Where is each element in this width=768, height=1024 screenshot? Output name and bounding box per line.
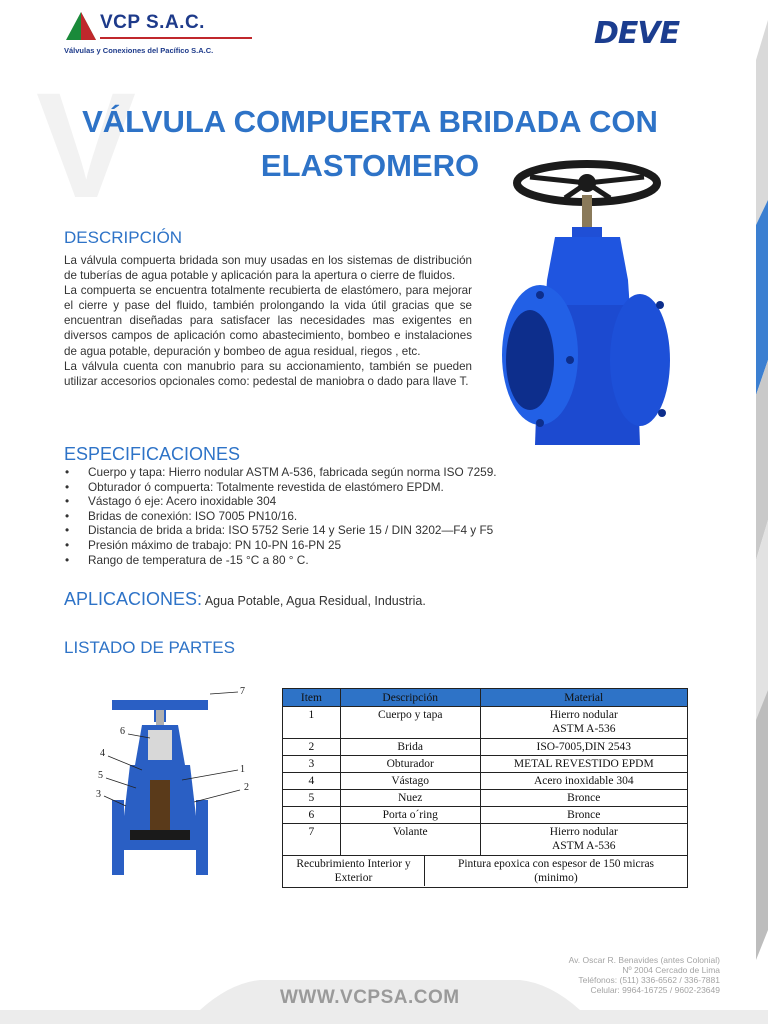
callout-2: 2 xyxy=(244,782,249,793)
cell-item: 2 xyxy=(283,739,341,756)
table-footer-row xyxy=(283,856,688,888)
cell-material: METAL REVESTIDO EPDM xyxy=(480,756,687,773)
right-edge-decoration xyxy=(738,0,768,1024)
vcp-triangle-icon xyxy=(64,10,98,44)
recubrimiento-value-line: Pintura epoxica con espesor de 150 micras xyxy=(457,858,655,870)
table-row xyxy=(283,739,688,756)
descripcion-paragraph-3: La válvula cuenta con manubrio para su accionamiento, también se pueden utilizar accesorios opcionales como: pedestal de maniobra o dado para llave T. xyxy=(64,359,472,388)
cell-item: 5 xyxy=(283,790,341,807)
cell-material: Bronce xyxy=(480,807,687,824)
spec-item: • Cuerpo y tapa: Hierro nodular ASTM A-536, fabricada según norma ISO 7259. xyxy=(64,465,564,480)
recubrimiento-label xyxy=(283,856,425,886)
cell-item: 7 xyxy=(283,824,341,856)
recubrimiento-value-line: (minimo) xyxy=(534,872,578,884)
table-row xyxy=(283,807,688,824)
deve-brand: DEVE xyxy=(594,16,680,51)
callout-3: 3 xyxy=(96,789,101,800)
recubrimiento-label-line: Recubrimiento Interior y xyxy=(296,858,411,870)
descripcion-heading: DESCRIPCIÓN xyxy=(64,228,183,247)
recubrimiento-label-line: Exterior xyxy=(334,872,373,884)
company-tagline: Válvulas y Conexiones del Pacífico S.A.C. xyxy=(64,46,214,55)
spec-item: • Presión máximo de trabajo: PN 10-PN 16-PN 25 xyxy=(64,538,564,553)
cell-material: Acero inoxidable 304 xyxy=(480,773,687,790)
cell-descripcion: Porta o´ring xyxy=(340,807,480,824)
title-line-1: VÁLVULA COMPUERTA BRIDADA CON xyxy=(82,104,658,139)
cell-recubrimiento xyxy=(283,856,688,888)
spec-item: • Rango de temperatura de -15 °C a 80 ° C. xyxy=(64,553,564,568)
address-line: Nº 2004 Cercado de Lima xyxy=(622,965,720,975)
cell-material: ISO-7005,DIN 2543 xyxy=(480,739,687,756)
column-header-item: Item xyxy=(283,689,341,707)
especificaciones-heading: ESPECIFICACIONES xyxy=(64,444,241,464)
table-row xyxy=(283,773,688,790)
spec-item: • Obturador ó compuerta: Totalmente revestida de elastómero EPDM. xyxy=(64,480,564,495)
cell-descripcion: Nuez xyxy=(340,790,480,807)
recubrimiento-value xyxy=(425,856,687,886)
cell-item: 4 xyxy=(283,773,341,790)
callout-5: 5 xyxy=(98,770,103,781)
valve-cross-section-diagram xyxy=(90,680,270,880)
column-header-material: Material xyxy=(480,689,687,707)
cell-descripcion: Cuerpo y tapa xyxy=(340,707,480,739)
especificaciones-list xyxy=(64,465,564,567)
callout-1: 1 xyxy=(240,764,245,775)
aplicaciones-section xyxy=(64,589,426,610)
cell-descripcion: Brida xyxy=(340,739,480,756)
vcp-logo xyxy=(64,10,254,60)
website-url[interactable]: WWW.VCPSA.COM xyxy=(280,987,460,1008)
cross-section-drawing xyxy=(90,680,270,880)
cell-material xyxy=(480,707,687,739)
watermark-letter: V xyxy=(36,61,137,229)
aplicaciones-text: Agua Potable, Agua Residual, Industria. xyxy=(202,594,426,608)
cell-descripcion: Vástago xyxy=(340,773,480,790)
valve-product-image xyxy=(500,155,690,460)
spec-item: • Distancia de brida a brida: ISO 5752 Serie 14 y Serie 15 / DIN 3202—F4 y F5 xyxy=(64,523,564,538)
deve-logo xyxy=(592,14,696,54)
cell-item: 6 xyxy=(283,807,341,824)
aplicaciones-heading: APLICACIONES: xyxy=(64,589,203,609)
parts-table xyxy=(282,688,688,888)
logo-underline xyxy=(100,37,252,39)
address-line: Celular: 9964-16725 / 9602-23649 xyxy=(590,985,720,995)
callout-6: 6 xyxy=(120,726,125,737)
address-line: Teléfonos: (511) 336-6562 / 336-7881 xyxy=(578,975,720,985)
material-line: Hierro nodular xyxy=(549,709,618,721)
spec-item: • Vástago ó eje: Acero inoxidable 304 xyxy=(64,494,564,509)
table-row xyxy=(283,707,688,739)
cell-material: Bronce xyxy=(480,790,687,807)
callout-7: 7 xyxy=(240,686,245,697)
cell-material xyxy=(480,824,687,856)
table-row xyxy=(283,790,688,807)
table-row xyxy=(283,824,688,856)
column-header-descripcion: Descripción xyxy=(340,689,480,707)
cell-descripcion: Obturador xyxy=(340,756,480,773)
cell-descripcion: Volante xyxy=(340,824,480,856)
address-line: Av. Oscar R. Benavides (antes Colonial) xyxy=(568,955,720,965)
listado-partes-heading: LISTADO DE PARTES xyxy=(64,638,235,657)
descripcion-paragraph-1: La válvula compuerta bridada son muy usadas en los sistemas de distribución de tuberías de agua potable y aplicación para la apertura o cierre de fluidos. xyxy=(64,254,472,283)
descripcion-paragraph-2: La compuerta se encuentra totalmente recubierta de elastómero, para mejorar el cierre y pase del fluido, también prolongando la vida útil gracias que se encuentran diseñadas para satisfacer las necesidades mas exigentes en diversos campos de aplicación como abastecimiento, bombeo e instalaciones de agua potable, depuración y bombeo de agua residual, riegos , etc. xyxy=(64,284,472,358)
material-line: ASTM A-536 xyxy=(551,723,616,735)
material-line: ASTM A-536 xyxy=(551,840,616,852)
callout-4: 4 xyxy=(100,748,105,759)
table-row xyxy=(283,756,688,773)
material-line: Hierro nodular xyxy=(549,826,618,838)
table-header-row xyxy=(283,689,688,707)
title-line-2: ELASTOMERO xyxy=(260,148,480,183)
cell-item: 1 xyxy=(283,707,341,739)
cell-item: 3 xyxy=(283,756,341,773)
company-name: VCP S.A.C. xyxy=(100,12,205,33)
spec-item: • Bridas de conexión: ISO 7005 PN10/16. xyxy=(64,509,564,524)
descripcion-text xyxy=(64,253,472,389)
